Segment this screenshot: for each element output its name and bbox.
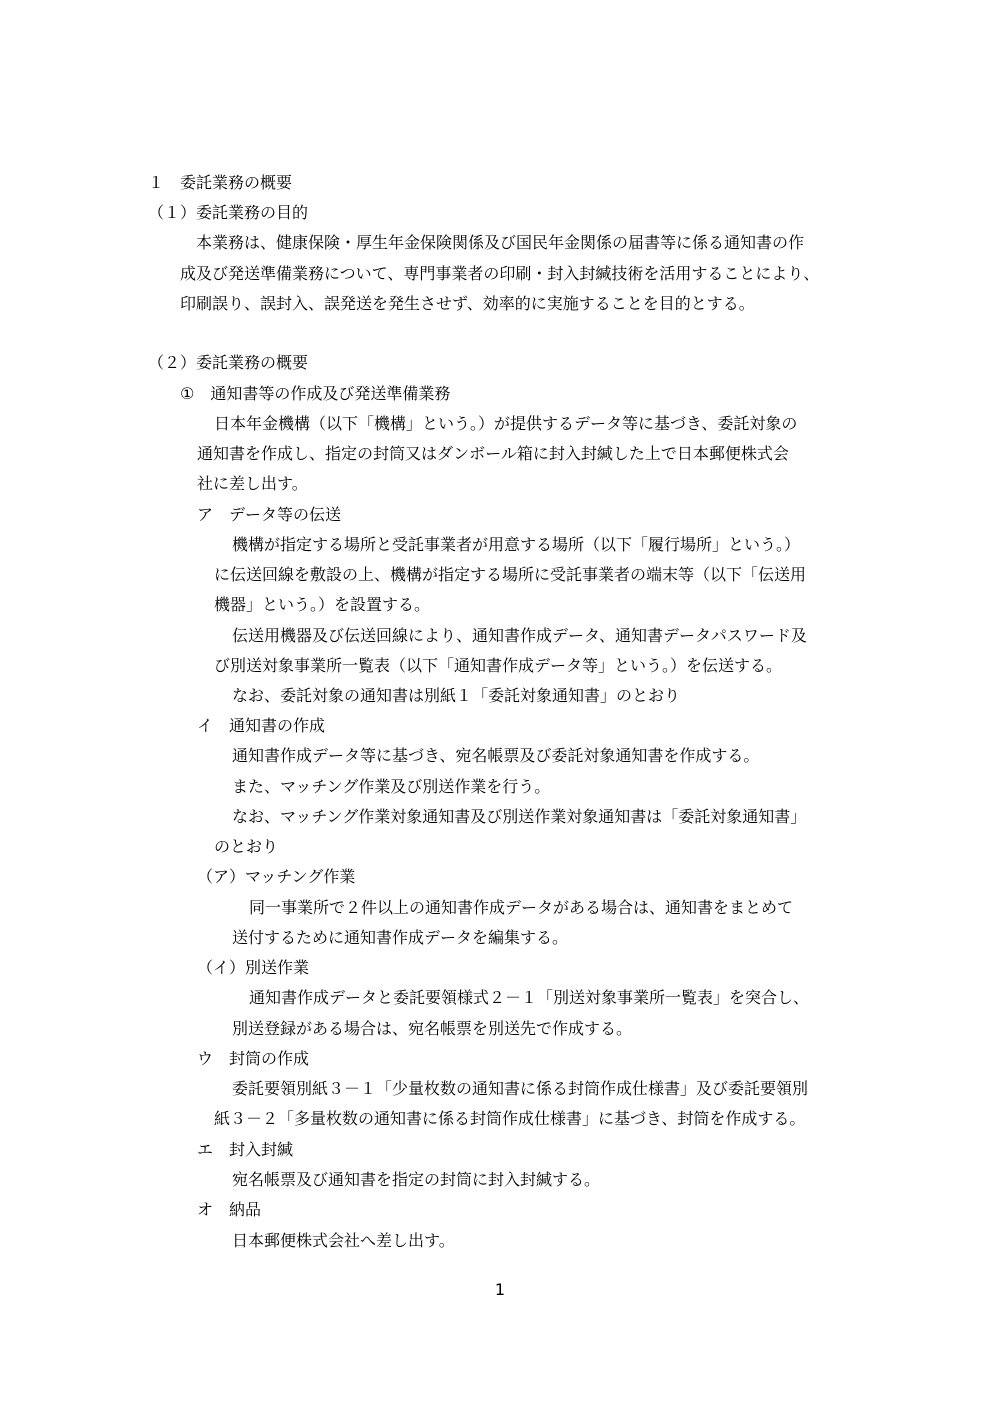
subitem-heading-u: ウ 封筒の作成 bbox=[197, 1049, 310, 1068]
item1-line-2: 通知書を作成し、指定の封筒又はダンボール箱に封入封緘した上で日本郵便株式会 bbox=[197, 444, 789, 463]
i-para1-line-1: 通知書作成データ等に基づき、宛名帳票及び委託対象通知書を作成する。 bbox=[232, 746, 760, 765]
a-para1-line-3: 機器」という。）を設置する。 bbox=[214, 595, 431, 614]
item1-line-1: 日本年金機構（以下「機構」という。）が提供するデータ等に基づき、委託対象の bbox=[214, 414, 798, 433]
subitem-heading-i: イ 通知書の作成 bbox=[197, 716, 326, 735]
separate-line-1: 通知書作成データと委託要領様式２－１「別送対象事業所一覧表」を突合し、 bbox=[249, 988, 810, 1007]
sub-subitem-heading-a: （ア）マッチング作業 bbox=[197, 867, 356, 886]
a-para1-line-2: に伝送回線を敷設の上、機構が指定する場所に受託事業者の端末等（以下「伝送用 bbox=[214, 565, 807, 584]
purpose-line-2: 成及び発送準備業務について、専門事業者の印刷・封入封緘技術を活用することにより、 bbox=[180, 264, 820, 283]
i-para3-line-1: なお、マッチング作業対象通知書及び別送作業対象通知書は「委託対象通知書」 bbox=[232, 807, 807, 826]
e-line-1: 宛名帳票及び通知書を指定の封筒に封入封緘する。 bbox=[232, 1170, 601, 1189]
page-number: 1 bbox=[494, 1280, 506, 1299]
u-line-1: 委託要領別紙３－１「少量枚数の通知書に係る封筒作成仕様書」及び委託要領別 bbox=[232, 1079, 809, 1098]
matching-line-1: 同一事業所で２件以上の通知書作成データがある場合は、通知書をまとめて bbox=[249, 898, 794, 917]
a-para1-line-1: 機構が指定する場所と受託事業者が用意する場所（以下「履行場所」という。） bbox=[232, 535, 801, 554]
subitem-heading-e: エ 封入封緘 bbox=[197, 1140, 294, 1159]
item1-line-3: 社に差し出す。 bbox=[197, 474, 308, 493]
matching-line-2: 送付するために通知書作成データを編集する。 bbox=[232, 928, 569, 947]
a-para3-line-1: なお、委託対象の通知書は別紙１「委託対象通知書」のとおり bbox=[232, 686, 681, 705]
subsection-heading-overview: （２）委託業務の概要 bbox=[148, 353, 309, 372]
section-heading: １ 委託業務の概要 bbox=[148, 173, 293, 192]
purpose-line-1: 本業務は、健康保険・厚生年金保険関係及び国民年金関係の届書等に係る通知書の作 bbox=[196, 233, 805, 252]
a-para2-line-1: 伝送用機器及び伝送回線により、通知書作成データ、通知書データパスワード及 bbox=[232, 626, 807, 645]
i-para3-line-2: のとおり bbox=[214, 837, 279, 856]
subitem-heading-o: オ 納品 bbox=[197, 1200, 262, 1219]
subitem-heading-a: ア データ等の伝送 bbox=[197, 505, 342, 524]
u-line-2: 紙３－２「多量枚数の通知書に係る封筒作成仕様書」に基づき、封筒を作成する。 bbox=[214, 1109, 806, 1128]
o-line-1: 日本郵便株式会社へ差し出す。 bbox=[232, 1231, 455, 1250]
purpose-line-3: 印刷誤り、誤封入、誤発送を発生させず、効率的に実施することを目的とする。 bbox=[180, 294, 755, 313]
subsection-heading-purpose: （１）委託業務の目的 bbox=[148, 203, 309, 222]
i-para2-line-1: また、マッチング作業及び別送作業を行う。 bbox=[232, 777, 551, 796]
item-heading-1: ① 通知書等の作成及び発送準備業務 bbox=[180, 384, 451, 403]
sub-subitem-heading-i: （イ）別送作業 bbox=[197, 958, 310, 977]
a-para2-line-2: び別送対象事業所一覧表（以下「通知書作成データ等」という。）を伝送する。 bbox=[214, 656, 783, 675]
separate-line-2: 別送登録がある場合は、宛名帳票を別送先で作成する。 bbox=[232, 1019, 633, 1038]
